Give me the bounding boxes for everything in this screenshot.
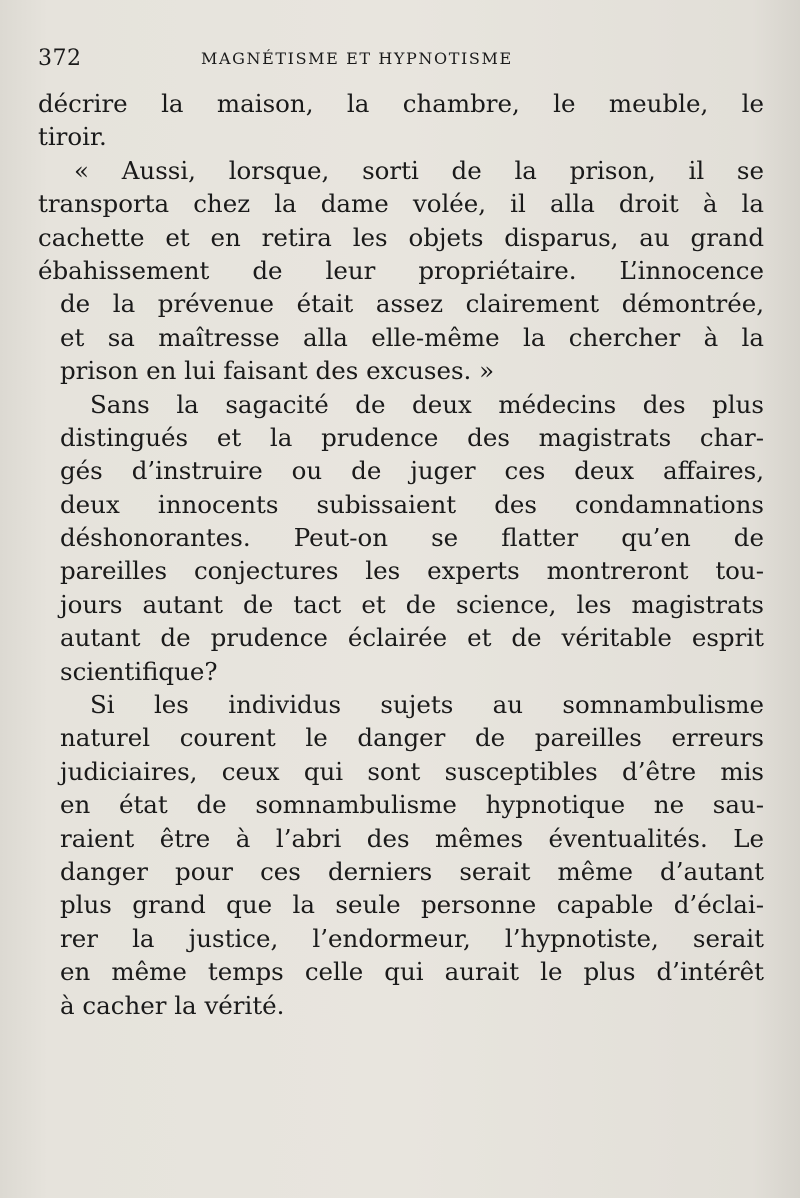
text-line: déshonorantes. Peut-on se flatter qu’en de [60,523,764,553]
text-line: plus grand que la seule personne capable d’éclai- [60,890,764,920]
page-header [38,46,764,72]
text-line: distingués et la prudence des magistrats char- [60,422,764,452]
page-number: 372 [38,46,82,71]
text-line: tiroir. [38,122,107,152]
text-line: scientifique? [60,656,218,686]
text-line: Si les individus sujets au somnambulisme [90,690,764,720]
text-line: de la prévenue était assez clairement démontrée, [60,289,764,319]
text-line: cachette et en retira les objets disparus, au grand [38,222,764,252]
text-line: judiciaires, ceux qui sont susceptibles d’être mis [60,756,764,786]
text-line: ébahissement de leur propriétaire. L’innocence [38,255,764,285]
text-line: et sa maîtresse alla elle-même la chercher à la [60,322,764,352]
text-line: en même temps celle qui aurait le plus d’intérêt [60,957,764,987]
text-line: naturel courent le danger de pareilles erreurs [60,723,764,753]
text-line: raient être à l’abri des mêmes éventualités. Le [60,823,764,853]
text-line: pareilles conjectures les experts montreront tou- [60,556,764,586]
text-line: danger pour ces derniers serait même d’autant [60,856,764,886]
running-title: MAGNÉTISME ET HYPNOTISME [201,49,513,68]
text-line: rer la justice, l’endormeur, l’hypnotiste, serait [60,923,764,953]
body-text [38,87,764,1022]
text-line: autant de prudence éclairée et de véritable esprit [60,623,764,653]
text-line: à cacher la vérité. [60,990,285,1020]
text-line: « Aussi, lorsque, sorti de la prison, il se [74,155,764,185]
text-line: Sans la sagacité de deux médecins des plus [90,389,764,419]
text-line: deux innocents subissaient des condamnations [60,489,764,519]
text-line: décrire la maison, la chambre, le meuble, le [38,89,764,118]
text-line: jours autant de tact et de science, les magistrats [60,589,764,619]
text-line: prison en lui faisant des excuses. » [60,356,495,386]
text-line: en état de somnambulisme hypnotique ne sau- [60,790,764,820]
text-line: transporta chez la dame volée, il alla droit à la [38,189,764,219]
text-line: gés d’instruire ou de juger ces deux affaires, [60,456,764,486]
